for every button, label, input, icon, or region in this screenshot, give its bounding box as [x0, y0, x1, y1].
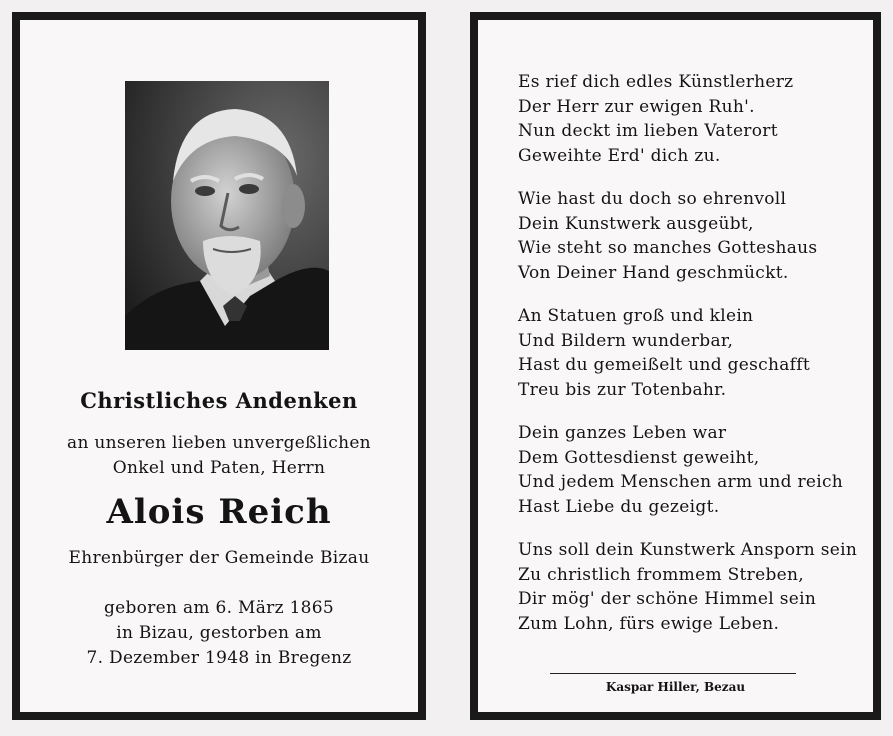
poem-line: Uns soll dein Kunstwerk Ansporn sein [518, 540, 858, 560]
birth-line: geboren am 6. März 1865 [103, 598, 335, 618]
portrait-photo [125, 81, 329, 350]
intro-line-1: an unseren lieben unvergeßlichen [67, 433, 371, 453]
poem-line: Dem Gottesdienst geweiht, [518, 447, 760, 468]
memorial-card-left [12, 12, 426, 720]
poem-stanza-4 [518, 421, 853, 519]
death-line: 7. Dezember 1948 in Bregenz [86, 648, 352, 668]
poem-stanza-1 [518, 70, 853, 168]
poem-line: An Statuen groß und klein [518, 306, 754, 326]
deceased-name: Alois Reich [106, 492, 332, 532]
poem-line: Zu christlich frommem Streben, [518, 564, 804, 585]
poem-line: Dein Kunstwerk ausgeübt, [518, 213, 754, 234]
honorary-title: Ehrenbürger der Gemeinde Bizau [68, 548, 370, 568]
divider-rule [550, 673, 796, 674]
poem-line: Der Herr zur ewigen Ruh'. [518, 96, 755, 117]
poem-stanza-3 [518, 304, 853, 402]
place-line: in Bizau, gestorben am [116, 623, 322, 643]
poem-line: Dir mög' der schöne Himmel sein [518, 589, 817, 609]
poem-line: Es rief dich edles Künstlerherz [518, 72, 794, 92]
poem-line: Dein ganzes Leben war [518, 423, 727, 443]
poem-line: Hast du gemeißelt und geschafft [518, 355, 810, 375]
poem-line: Geweihte Erd' dich zu. [518, 145, 721, 166]
poem-line: Und Bildern wunderbar, [518, 330, 734, 351]
poem-line: Wie steht so manches Gotteshaus [518, 238, 818, 258]
poem-stanza-5 [518, 538, 858, 636]
poem-line: Wie hast du doch so ehrenvoll [518, 189, 787, 209]
poem-line: Hast Liebe du gezeigt. [518, 496, 720, 517]
poem-author: Kaspar Hiller, Bezau [605, 680, 746, 694]
poem-line: Zum Lohn, fürs ewige Leben. [518, 613, 780, 634]
poem-line: Und jedem Menschen arm und reich [518, 472, 844, 492]
poem-line: Nun deckt im lieben Vaterort [518, 121, 778, 141]
poem-line: Treu bis zur Totenbahr. [518, 379, 727, 400]
poem-stanza-2 [518, 187, 853, 285]
poem-line: Von Deiner Hand geschmückt. [518, 262, 789, 283]
card-heading: Christliches Andenken [80, 388, 358, 413]
intro-line-2: Onkel und Paten, Herrn [112, 458, 326, 478]
memorial-card-right [470, 12, 881, 720]
